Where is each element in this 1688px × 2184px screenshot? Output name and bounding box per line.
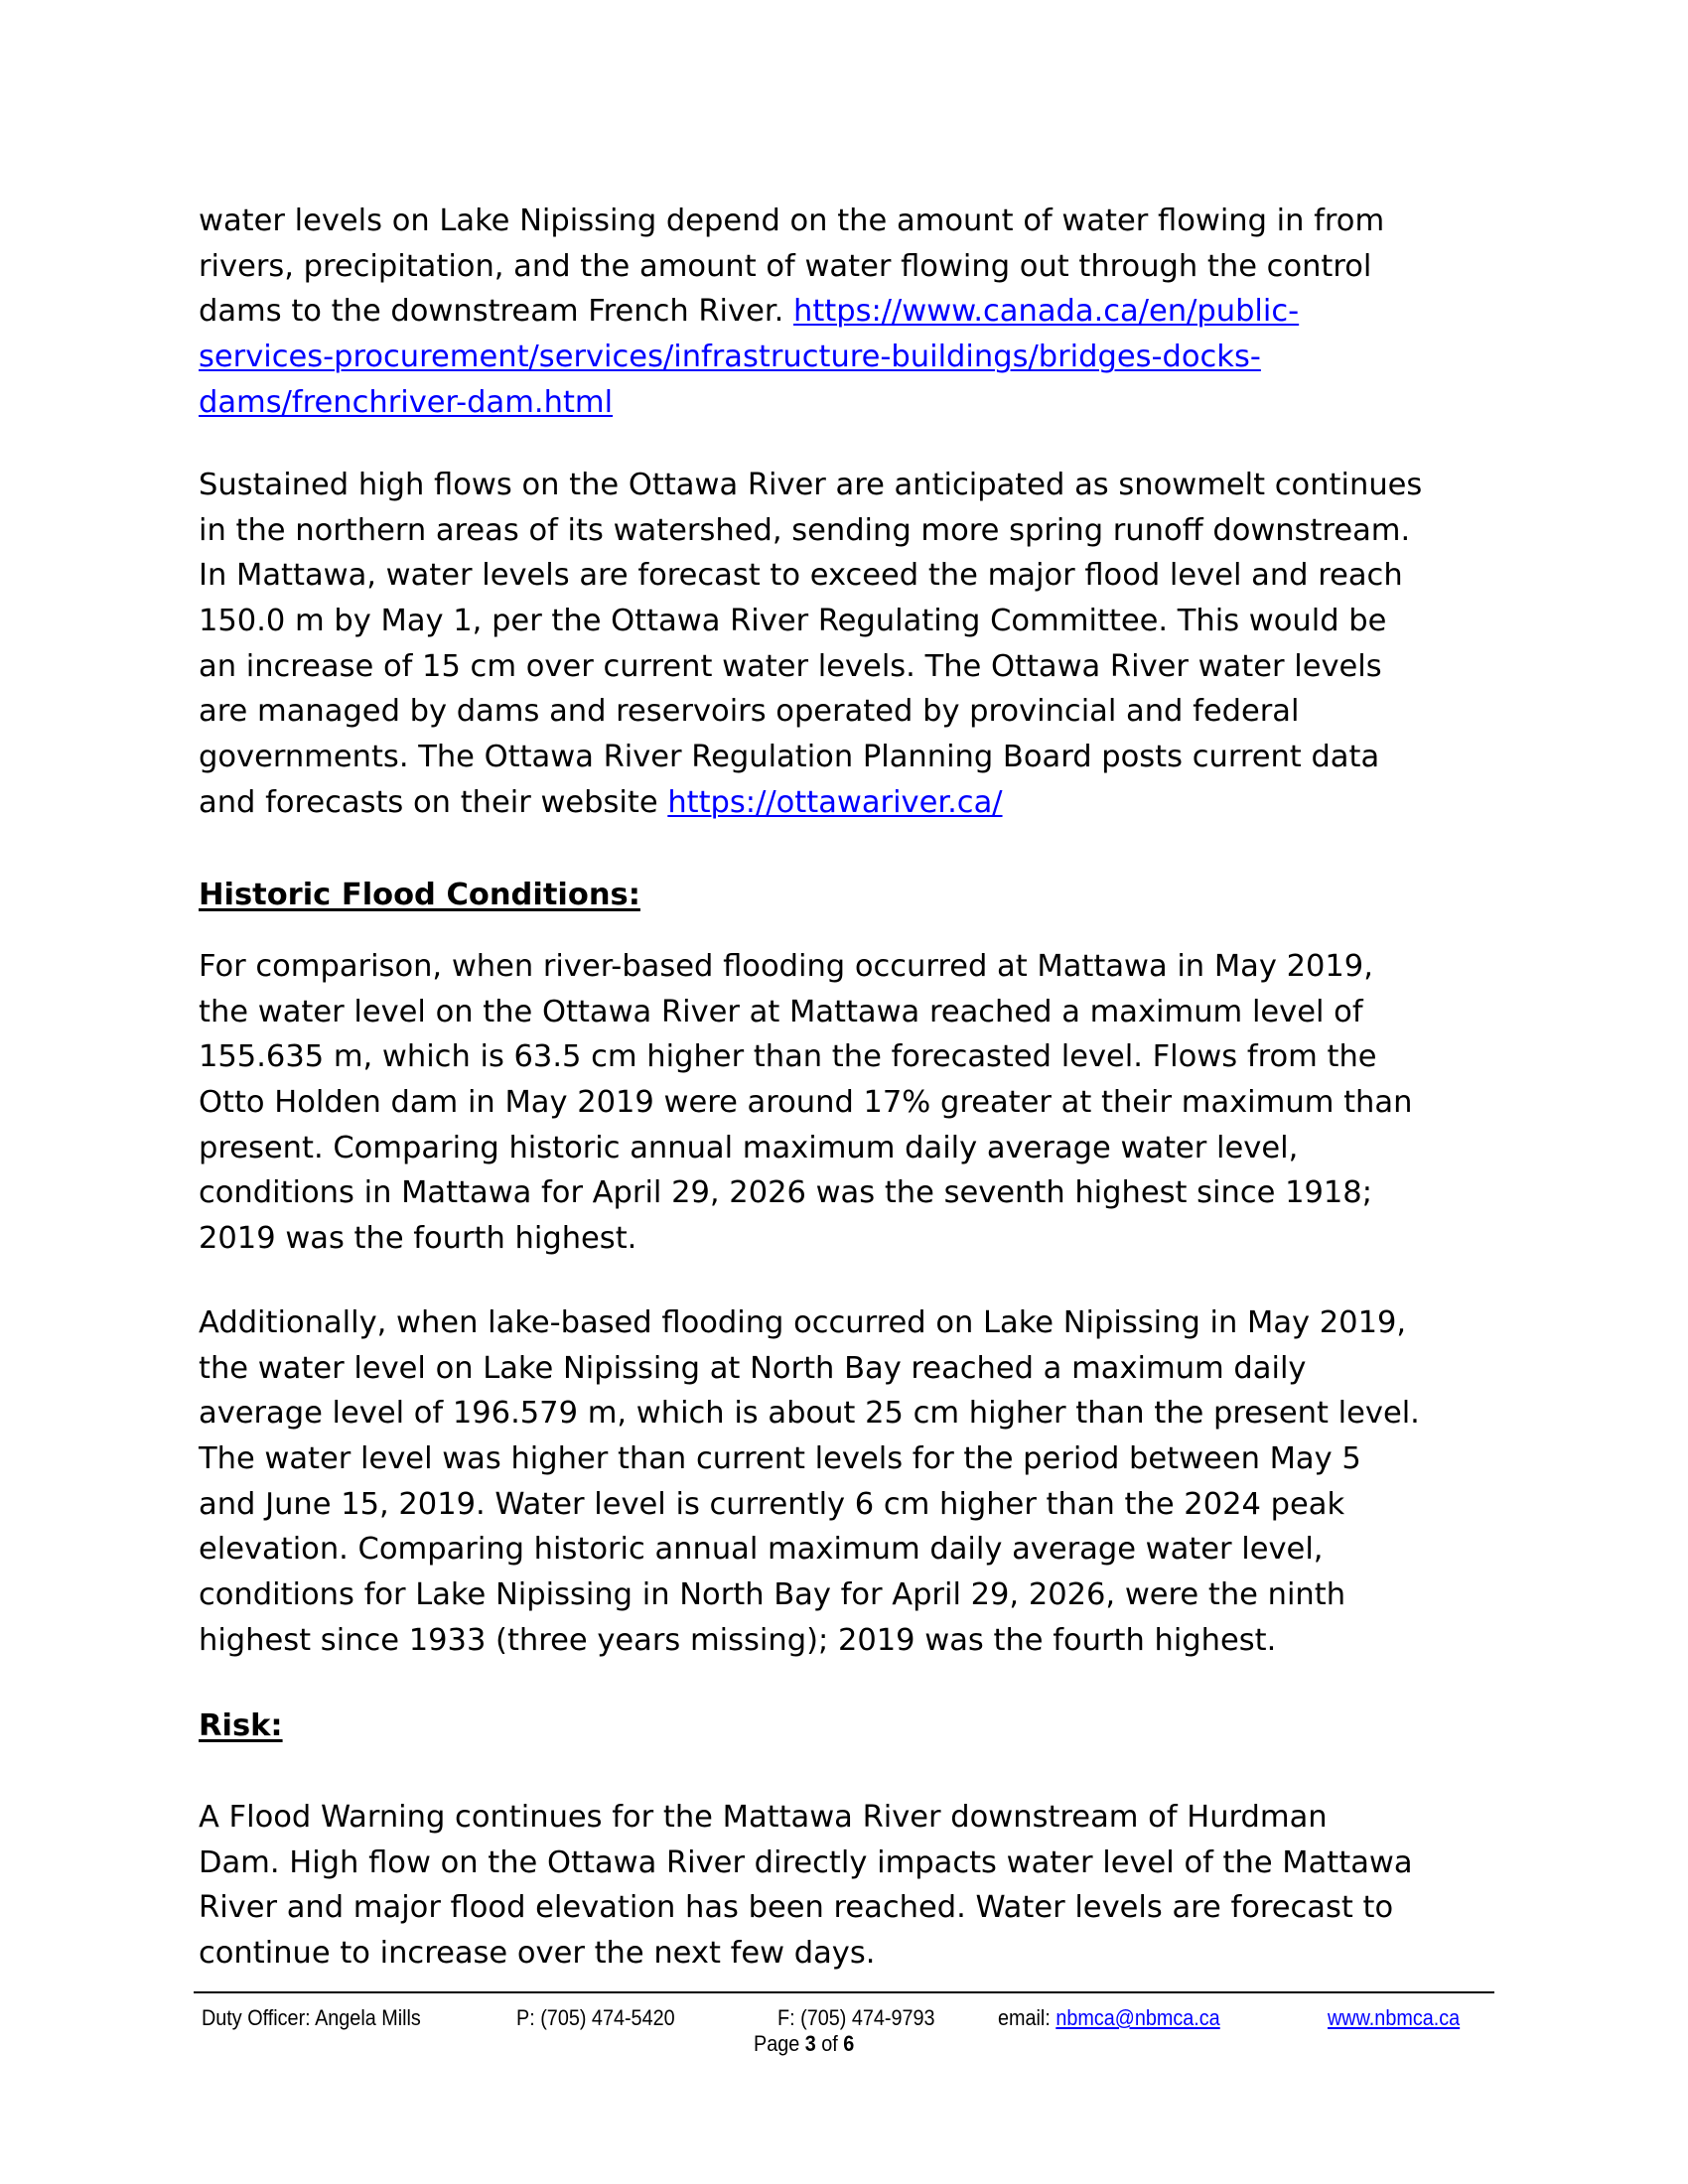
footer-email-link[interactable]: nbmca@nbmca.ca (1055, 2005, 1220, 2030)
footer-email-label: email: (998, 2005, 1056, 2030)
text-line (199, 335, 1509, 380)
text-line: rivers, precipitation, and the amount of water flowing out through the control (199, 248, 1372, 284)
text-line: governments. The Ottawa River Regulation Planning Board posts current data (199, 740, 1380, 775)
page-total: 6 (843, 2031, 855, 2056)
page-current: 3 (804, 2031, 816, 2056)
paragraph-mattawa-comparison (199, 944, 1509, 1262)
text-line: water levels on Lake Nipissing depend on the amount of water flowing in from (199, 204, 1385, 238)
footer-fax: F: (705) 474-9793 (777, 2005, 935, 2030)
text-line (199, 780, 1509, 826)
text-line: the water level on the Ottawa River at Mattawa reached a maximum level of (199, 994, 1363, 1029)
text-line: Additionally, when lake-based flooding occurred on Lake Nipissing in May 2019, (199, 1305, 1407, 1340)
text-line: For comparison, when river-based flooding occurred at Mattawa in May 2019, (199, 949, 1373, 984)
text-line: The water level was higher than current levels for the period between May 5 (199, 1441, 1361, 1477)
text-line: in the northern areas of its watershed, sending more spring runoff downstream. (199, 512, 1411, 548)
paragraph-ottawa-river-flows (199, 463, 1509, 826)
paragraph-flood-warning (199, 1795, 1509, 1977)
footer-divider (194, 1991, 1494, 1993)
text-line: Otto Holden dam in May 2019 were around 17% greater at their maximum than (199, 1085, 1413, 1121)
ottawariver-link[interactable]: https://ottawariver.ca/ (667, 784, 1003, 820)
text-line: River and major flood elevation has been reached. Water levels are forecast to (199, 1890, 1394, 1926)
text-segment: dams to the downstream French River. (199, 294, 793, 330)
text-line (199, 380, 1509, 426)
text-line: continue to increase over the next few days. (199, 1936, 876, 1972)
text-line: In Mattawa, water levels are forecast to exceed the major flood level and reach (199, 558, 1403, 594)
text-line: and June 15, 2019. Water level is currently 6 cm higher than the 2024 peak (199, 1486, 1345, 1522)
text-line: conditions for Lake Nipissing in North Bay for April 29, 2026, were the ninth (199, 1577, 1346, 1613)
text-line: 2019 was the fourth highest. (199, 1221, 637, 1257)
paragraph-lake-nipissing-comparison (199, 1300, 1509, 1664)
text-line: 155.635 m, which is 63.5 cm higher than the forecasted level. Flows from the (199, 1039, 1377, 1075)
text-line: conditions in Mattawa for April 29, 2026 was the seventh highest since 1918; (199, 1175, 1372, 1211)
canada-dam-link[interactable]: https://www.canada.ca/en/public- (792, 294, 1300, 330)
text-line: elevation. Comparing historic annual maximum daily average water level, (199, 1532, 1324, 1568)
text-line: highest since 1933 (three years missing); 2019 was the fourth highest. (199, 1622, 1277, 1658)
canada-dam-link-end[interactable]: dams/frenchriver-dam.html (199, 384, 614, 420)
text-line: an increase of 15 cm over current water levels. The Ottawa River water levels (199, 648, 1382, 684)
footer-website-link[interactable]: www.nbmca.ca (1328, 2005, 1461, 2030)
page-of: of (815, 2031, 844, 2056)
text-segment: and forecasts on their website (199, 784, 668, 820)
heading-risk: Risk: (199, 1708, 283, 1743)
text-line: 150.0 m by May 1, per the Ottawa River Regulating Committee. This would be (199, 604, 1387, 639)
text-line: the water level on Lake Nipissing at North Bay reached a maximum daily (199, 1350, 1307, 1386)
text-line (199, 289, 1509, 335)
footer-email (998, 2005, 1220, 2031)
footer-duty-officer: Duty Officer: Angela Mills (202, 2005, 421, 2030)
footer-phone: P: (705) 474-5420 (516, 2005, 675, 2030)
footer-page-number (754, 2031, 854, 2057)
page-prefix: Page (754, 2031, 805, 2056)
text-line: present. Comparing historic annual maximum daily average water level, (199, 1130, 1299, 1165)
paragraph-lake-nipissing-levels (199, 199, 1509, 425)
text-line: are managed by dams and reservoirs operated by provincial and federal (199, 694, 1300, 730)
text-line: A Flood Warning continues for the Mattawa River downstream of Hurdman (199, 1800, 1328, 1835)
heading-historic-flood-conditions: Historic Flood Conditions: (199, 878, 640, 912)
text-line: average level of 196.579 m, which is about 25 cm higher than the present level. (199, 1396, 1420, 1432)
text-line: Dam. High flow on the Ottawa River directly impacts water level of the Mattawa (199, 1844, 1413, 1880)
footer-website (1328, 2005, 1460, 2031)
canada-dam-link-cont[interactable]: services-procurement/services/infrastructure-buildings/bridges-docks- (199, 340, 1261, 375)
text-line: Sustained high flows on the Ottawa River are anticipated as snowmelt continues (199, 468, 1423, 502)
